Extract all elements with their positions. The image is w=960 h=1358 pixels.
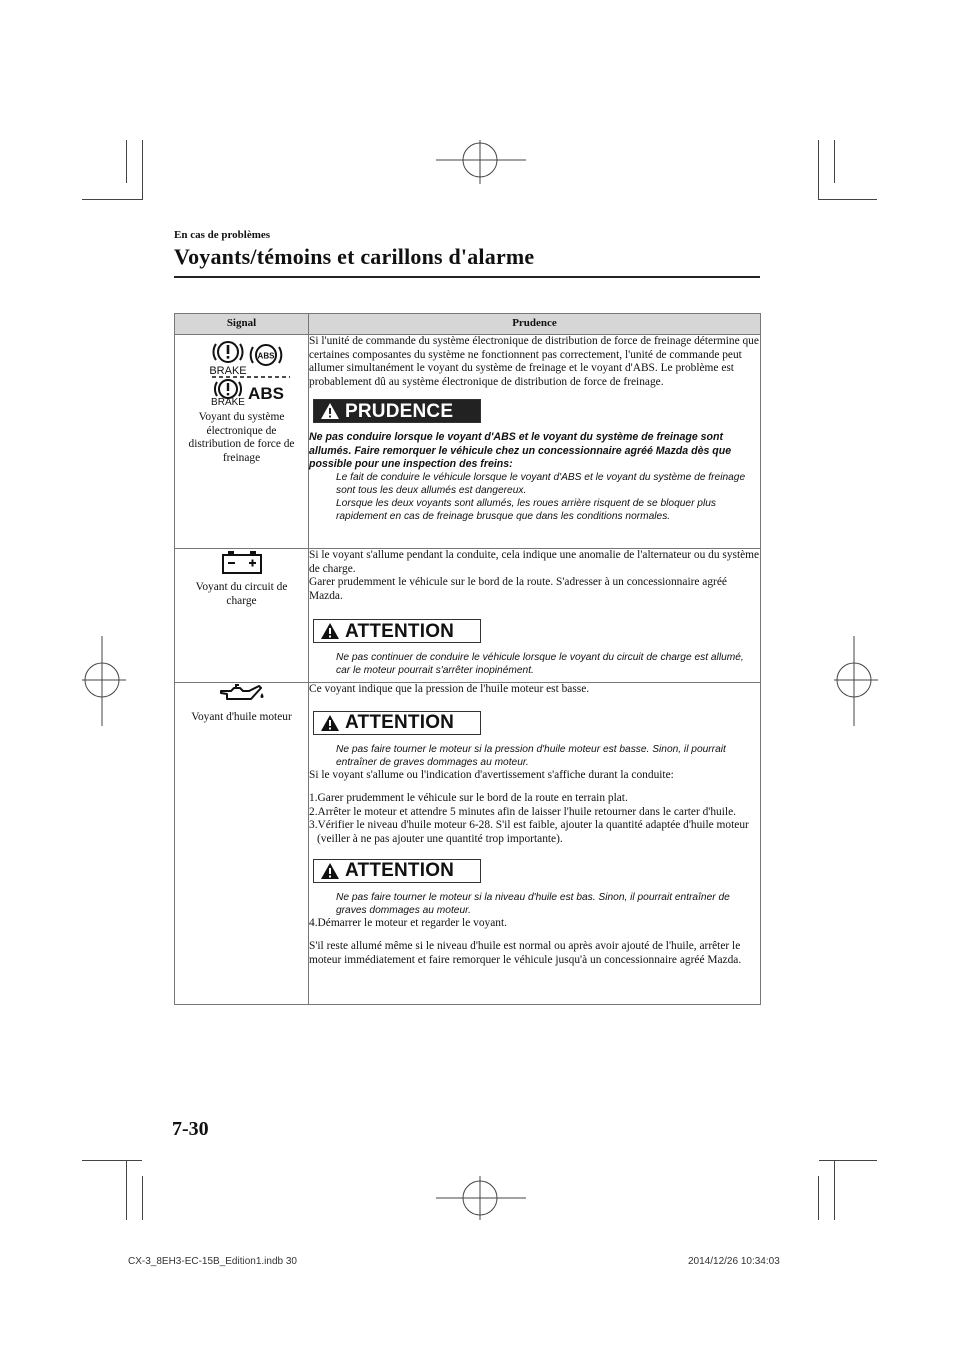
warning-triangle-icon xyxy=(320,714,340,732)
attention-label: ATTENTION xyxy=(345,620,455,642)
list-item: 3.Vérifier le niveau d'huile moteur 6-28. S'il est faible, ajouter la quantité adaptée d'huile moteur (veiller à ne pas ajouter une quantité trop importante). xyxy=(309,819,749,845)
table-row xyxy=(175,335,761,549)
brake-abs-warning-icon xyxy=(186,339,298,405)
table-row xyxy=(175,549,761,683)
warning-triangle-icon xyxy=(320,862,340,880)
title-divider xyxy=(174,276,760,278)
signal-cell xyxy=(175,335,309,549)
registration-mark-right-icon xyxy=(834,636,878,726)
warning-lights-table xyxy=(174,313,761,1005)
prudence-cell xyxy=(309,549,761,683)
signal-cell xyxy=(175,683,309,1005)
charge-description-1: Si le voyant s'allume pendant la conduite, cela indique une anomalie de l'alternateur ou du système de charge. xyxy=(309,549,760,575)
registration-mark-top-icon xyxy=(436,140,526,184)
charge-description-2: Garer prudemment le véhicule sur le bord de la route. S'adresser à un concessionnaire agréé Mazda. xyxy=(309,576,727,602)
prudence-warning-box xyxy=(313,399,481,423)
footer-file: CX-3_8EH3-EC-15B_Edition1.indb 30 xyxy=(128,1256,297,1267)
table-header-row xyxy=(175,314,761,335)
list-item: 2.Arrêter le moteur et attendre 5 minutes afin de laisser l'huile retourner dans le carter d'huile. xyxy=(309,805,736,818)
signal-caption: Voyant du circuit de charge xyxy=(195,581,288,607)
attention-label: ATTENTION xyxy=(345,859,455,881)
svg-text:BRAKE: BRAKE xyxy=(210,397,245,405)
column-header-signal: Signal xyxy=(175,314,309,335)
table-row xyxy=(175,683,761,1005)
prudence-bold-text: Ne pas conduire lorsque le voyant d'ABS et le voyant du système de freinage sont allumés. Faire remorquer le véhicule chez un concessionnaire agréé Mazda dès que possible pour une inspection des freins: xyxy=(309,431,732,470)
attention-warning-box xyxy=(313,619,481,643)
attention-detail: Ne pas faire tourner le moteur si la niveau d'huile est bas. Sinon, il pourrait entraîner de graves dommages au moteur. xyxy=(336,891,730,916)
signal-cell xyxy=(175,549,309,683)
attention-detail: Ne pas faire tourner le moteur si la pression d'huile moteur est basse. Sinon, il pourrait entraîner de graves dommages au moteur. xyxy=(336,743,726,768)
prudence-detail-1: Le fait de conduire le véhicule lorsque le voyant d'ABS et le voyant du système de freinage sont tous les deux allumés est dangereux. xyxy=(336,471,746,496)
prudence-cell xyxy=(309,683,761,1005)
prudence-label: PRUDENCE xyxy=(345,400,454,422)
registration-mark-bottom-icon xyxy=(436,1176,526,1220)
column-header-prudence: Prudence xyxy=(309,314,761,335)
list-item: 4.Démarrer le moteur et regarder le voyant. xyxy=(309,916,507,929)
attention-warning-box xyxy=(313,711,481,735)
page-number: 7-30 xyxy=(172,1118,209,1140)
prudence-cell xyxy=(309,335,761,549)
warning-triangle-icon xyxy=(320,402,340,420)
battery-icon xyxy=(220,549,264,575)
signal-caption: Voyant d'huile moteur xyxy=(191,711,292,723)
svg-text:ABS: ABS xyxy=(257,351,274,361)
svg-text:BRAKE: BRAKE xyxy=(208,365,247,377)
oil-description-2: Si le voyant s'allume ou l'indication d'avertissement s'affiche durant la conduite: xyxy=(309,768,674,781)
registration-mark-left-icon xyxy=(82,636,126,726)
attention-warning-box xyxy=(313,859,481,883)
warning-triangle-icon xyxy=(320,622,340,640)
ebd-description: Si l'unité de commande du système électronique de distribution de force de freinage détermine que certaines composantes du système ne fonctionnent pas correctement, l'unité de commande peut allumer simultanément le voyant du système de freinage et le voyant d'ABS. Le problème est probablement dû au système électronique de distribution de force de freinage. xyxy=(309,335,759,388)
attention-label: ATTENTION xyxy=(345,711,455,733)
oil-description-1: Ce voyant indique que la pression de l'huile moteur est basse. xyxy=(309,683,590,695)
prudence-detail-2: Lorsque les deux voyants sont allumés, les roues arrière risquent de se bloquer plus rapidement en cas de freinage brusque que dans les conditions normales. xyxy=(336,497,716,522)
section-heading: En cas de problèmes xyxy=(174,229,271,241)
footer-timestamp: 2014/12/26 10:34:03 xyxy=(688,1256,780,1267)
list-item: 1.Garer prudemment le véhicule sur le bord de la route en terrain plat. xyxy=(309,792,628,805)
oil-description-3: S'il reste allumé même si le niveau d'huile est normal ou après avoir ajouté de l'huile, arrêter le moteur immédiatement et faire remorquer le véhicule jusqu'à un concessionnaire agréé Mazda. xyxy=(309,940,742,966)
svg-text:ABS: ABS xyxy=(247,384,284,403)
attention-detail: Ne pas continuer de conduire le véhicule lorsque le voyant du circuit de charge est allumé, car le moteur pourrait s'arrêter inopinément. xyxy=(336,652,744,677)
oil-can-icon xyxy=(217,683,267,705)
signal-caption: Voyant du système électronique de distribution de force de freinage xyxy=(188,411,295,464)
page-title: Voyants/témoins et carillons d'alarme xyxy=(174,244,535,269)
